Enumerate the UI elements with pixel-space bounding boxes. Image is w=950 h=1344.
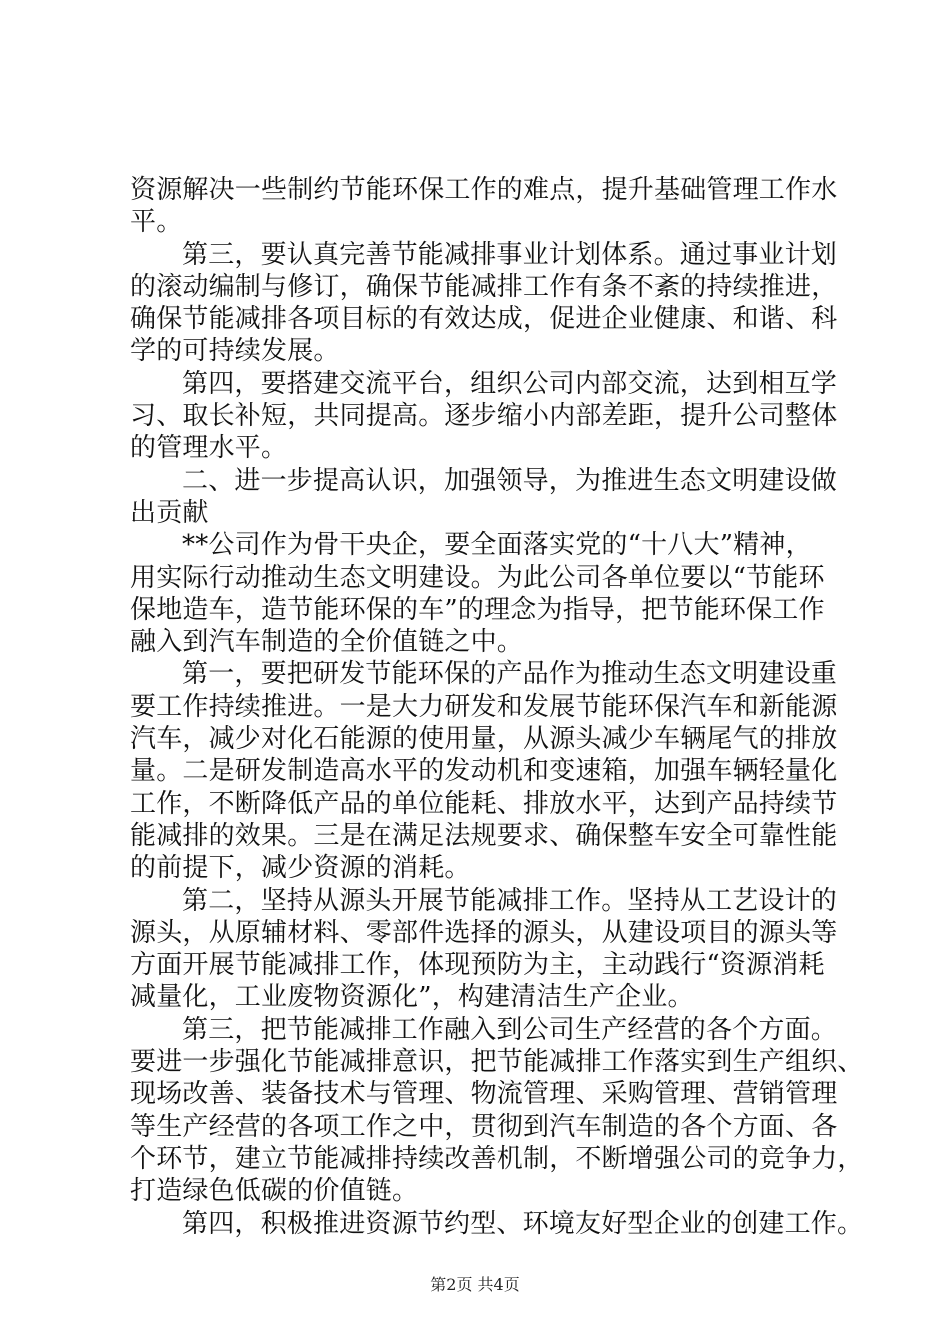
text-line: 第四，积极推进资源节约型、环境友好型企业的创建工作。 [182,1208,864,1239]
text-line: 第二，坚持从源头开展节能减排工作。坚持从工艺设计的 [182,885,838,916]
text-line: 的滚动编制与修订，确保节能减排工作有条不紊的持续推进， [130,271,838,302]
text-line: 第三，把节能减排工作融入到公司生产经营的各个方面。 [182,1014,838,1045]
text-line: 的前提下，减少资源的消耗。 [130,853,471,884]
body-text [130,174,864,1240]
text-line: 打造绿色低碳的价值链。 [130,1176,419,1207]
text-line: 能减排的效果。三是在满足法规要求、确保整车安全可靠性能 [130,820,838,851]
text-line: 资源解决一些制约节能环保工作的难点，提升基础管理工作水 [130,175,838,205]
text-line: 源头，从原辅材料、零部件选择的源头，从建设项目的源头等 [130,917,838,948]
text-line: 现场改善、装备技术与管理、物流管理、采购管理、营销管理 [130,1079,838,1110]
text-line: 等生产经营的各项工作之中，贯彻到汽车制造的各个方面、各 [130,1111,838,1142]
text-line: 确保节能减排各项目标的有效达成，促进企业健康、和谐、科 [130,304,838,335]
text-line: 个环节，建立节能减排持续改善机制，不断增强公司的竞争力， [130,1143,864,1174]
text-line: 第三，要认真完善节能减排事业计划体系。通过事业计划 [182,239,838,270]
section-heading: 二、进一步提高认识，加强领导，为推进生态文明建设做 [182,465,838,496]
text-line: 第一，要把研发节能环保的产品作为推动生态文明建设重 [182,659,838,690]
text-line: 汽车，减少对化石能源的使用量，从源头减少车辆尾气的排放 [130,724,838,755]
text-line: 要进一步强化节能减排意识，把节能减排工作落实到生产组织、 [130,1047,864,1078]
text-line: 量。二是研发制造高水平的发动机和变速箱，加强车辆轻量化 [130,756,838,787]
text-line: 第四，要搭建交流平台，组织公司内部交流，达到相互学 [182,368,838,399]
text-line: 的管理水平。 [130,433,288,464]
text-line: 保地造车，造节能环保的车”的理念为指导，把节能环保工作 [130,594,825,625]
text-line: 融入到汽车制造的全价值链之中。 [130,627,524,658]
text-line: 用实际行动推动生态文明建设。为此公司各单位要以“节能环 [130,562,825,593]
text-line: 习、取长补短，共同提高。逐步缩小内部差距，提升公司整体 [130,401,838,432]
text-line: 工作，不断降低产品的单位能耗、排放水平，达到产品持续节 [130,788,838,819]
text-line: 平。 [130,207,183,238]
text-line: 方面开展节能减排工作，体现预防为主，主动践行“资源消耗 [130,950,825,981]
text-line: 要工作持续推进。一是大力研发和发展节能环保汽车和新能源 [130,691,838,722]
section-heading: 出贡献 [130,497,209,528]
text-line: 学的可持续发展。 [130,336,340,367]
page-footer: 第2页 共4页 [430,1275,520,1294]
text-line: **公司作为骨干央企，要全面落实党的“十八大”精神， [182,530,812,561]
text-line: 减量化，工业废物资源化”，构建清洁生产企业。 [130,982,694,1013]
